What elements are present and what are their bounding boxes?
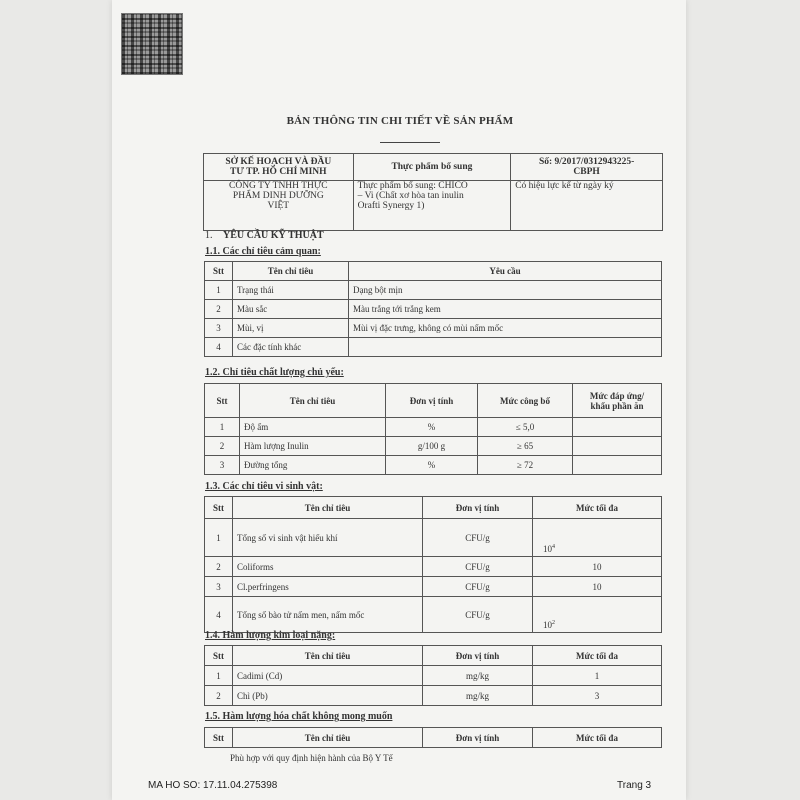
unit-cell: mg/kg [423,666,533,686]
criteria-cell: Tổng số vi sinh vật hiếu khí [233,519,423,557]
max-level-cell [533,519,662,557]
requirement-cell [349,338,662,357]
header-max-level: Mức tối đa [533,728,662,748]
header-stt: Stt [205,384,240,418]
unit-cell: CFU/g [423,577,533,597]
section-1-3-title: 1.3. Các chỉ tiêu vi sinh vật: [205,481,323,492]
criteria-cell: Các đặc tính khác [233,338,349,357]
max-level-exponent: 4 [552,544,555,550]
unit-cell: % [386,418,478,437]
declared-level-cell: ≤ 5,0 [478,418,573,437]
table-row [205,300,662,319]
unit-cell: % [386,456,478,475]
sensory-table [204,261,662,357]
serving-level-line-2: khẩu phần ăn [590,400,644,411]
stt-cell: 3 [205,319,233,338]
product-line-1: Thực phẩm bổ sung: CHICO [357,181,468,191]
header-criteria: Tên chỉ tiêu [233,728,423,748]
criteria-cell: Đường tổng [240,456,386,475]
stt-cell: 3 [205,577,233,597]
stt-cell: 2 [205,557,233,577]
max-level-base: 10 [543,544,552,554]
stt-cell: 1 [205,666,233,686]
section-1-4-title: 1.4. Hàm lượng kim loại nặng: [205,630,336,641]
criteria-cell: Mùi, vị [233,319,349,338]
serving-level-cell [573,456,662,475]
table-row [205,319,662,338]
header-stt: Stt [205,497,233,519]
max-level-base: 10 [543,620,552,630]
doc-number-line-2: CBPH [573,167,600,177]
stt-cell: 3 [205,456,240,475]
header-criteria: Tên chỉ tiêu [233,497,423,519]
header-unit: Đơn vị tính [423,497,533,519]
requirement-cell: Mùi vị đặc trưng, không có mùi nấm mốc [349,319,662,338]
table-row [205,597,662,633]
header-stt: Stt [205,728,233,748]
max-level-cell [533,597,662,633]
heavy-metals-table [204,645,662,706]
unit-cell: CFU/g [423,597,533,633]
header-unit: Đơn vị tính [423,646,533,666]
microbiology-table [204,496,662,633]
title-underline [380,142,440,143]
header-serving-level [573,384,662,418]
stt-cell: 2 [205,686,233,706]
table-row [205,666,662,686]
table-row [205,437,662,456]
stt-cell: 2 [205,437,240,456]
header-declared-level: Mức công bố [478,384,573,418]
header-criteria: Tên chỉ tiêu [233,646,423,666]
qr-code [121,13,183,75]
doc-number-line-1: Số: 9/2017/0312943225- [538,157,635,167]
section-1-heading [205,230,324,241]
max-level-cell: 1 [533,666,662,686]
unit-cell: CFU/g [423,557,533,577]
table-row [205,519,662,557]
section-1-1-title: 1.1. Các chỉ tiêu cảm quan: [205,246,321,257]
criteria-cell: Độ ẩm [240,418,386,437]
company-line-1: CÔNG TY TNHH THỰC [229,181,328,191]
section-1-number: 1. [205,230,213,241]
criteria-cell: Cadimi (Cd) [233,666,423,686]
header-max-level: Mức tối đa [533,646,662,666]
header-unit: Đơn vị tính [423,728,533,748]
table-row [205,338,662,357]
record-number: MA HO SO: 17.11.04.275398 [148,780,278,791]
serving-level-line-1: Mức đáp ứng/ [589,390,645,401]
criteria-cell: Trạng thái [233,281,349,300]
product-type-cell: Thực phẩm bổ sung [353,154,511,181]
header-table [203,153,663,231]
product-line-3: Orafti Synergy 1) [357,201,425,211]
unit-cell: g/100 g [386,437,478,456]
max-level-cell: 10 [533,557,662,577]
serving-level-cell [573,418,662,437]
agency-line-2: TƯ TP. HỒ CHÍ MINH [230,167,327,177]
agency-line-1: SỞ KẾ HOẠCH VÀ ĐẦU [225,157,332,167]
company-line-2: PHẨM DINH DƯỠNG [232,191,324,201]
criteria-cell: Cl.perfringens [233,577,423,597]
agency-cell [204,154,354,181]
table-row [205,281,662,300]
section-1-5-title: 1.5. Hàm lượng hóa chất không mong muốn [205,711,393,722]
table-row [205,686,662,706]
header-requirement: Yêu cầu [349,262,662,281]
declared-level-cell: ≥ 65 [478,437,573,456]
stt-cell: 2 [205,300,233,319]
header-criteria: Tên chỉ tiêu [240,384,386,418]
quality-table [204,383,662,475]
criteria-cell: Coliforms [233,557,423,577]
validity-cell: Có hiệu lực kể từ ngày ký [511,181,663,231]
document-title: BẢN THÔNG TIN CHI TIẾT VỀ SẢN PHẨM [286,115,514,127]
company-line-3: VIỆT [267,201,290,211]
max-level-cell: 10 [533,577,662,597]
company-cell [204,181,354,231]
header-unit: Đơn vị tính [386,384,478,418]
header-max-level: Mức tối đa [533,497,662,519]
table-row [205,418,662,437]
serving-level-cell [573,437,662,456]
compliance-note: Phù hợp với quy định hiện hành của Bộ Y Tế [230,753,393,763]
requirement-cell: Dạng bột mịn [349,281,662,300]
stt-cell: 4 [205,338,233,357]
criteria-cell: Hàm lượng Inulin [240,437,386,456]
criteria-cell: Tổng số bào tử nấm men, nấm mốc [233,597,423,633]
section-1-title: YÊU CẦU KỸ THUẬT [223,230,324,241]
unwanted-chemicals-table [204,727,662,748]
max-level-exponent: 2 [552,620,555,626]
doc-number-cell [511,154,663,181]
section-1-2-title: 1.2. Chỉ tiêu chất lượng chủ yếu: [205,367,344,378]
product-name-cell [353,181,511,231]
header-criteria: Tên chỉ tiêu [233,262,349,281]
stt-cell: 1 [205,281,233,300]
max-level-cell: 3 [533,686,662,706]
product-line-2: – Vi (Chất xơ hòa tan inulin [357,191,464,201]
table-row [205,577,662,597]
unit-cell: CFU/g [423,519,533,557]
requirement-cell: Màu trắng tới trắng kem [349,300,662,319]
unit-cell: mg/kg [423,686,533,706]
table-row [205,557,662,577]
header-stt: Stt [205,262,233,281]
table-row [205,456,662,475]
stt-cell: 1 [205,418,240,437]
stt-cell: 4 [205,597,233,633]
stt-cell: 1 [205,519,233,557]
criteria-cell: Chì (Pb) [233,686,423,706]
declared-level-cell: ≥ 72 [478,456,573,475]
criteria-cell: Màu sắc [233,300,349,319]
header-stt: Stt [205,646,233,666]
page-number: Trang 3 [617,780,652,791]
